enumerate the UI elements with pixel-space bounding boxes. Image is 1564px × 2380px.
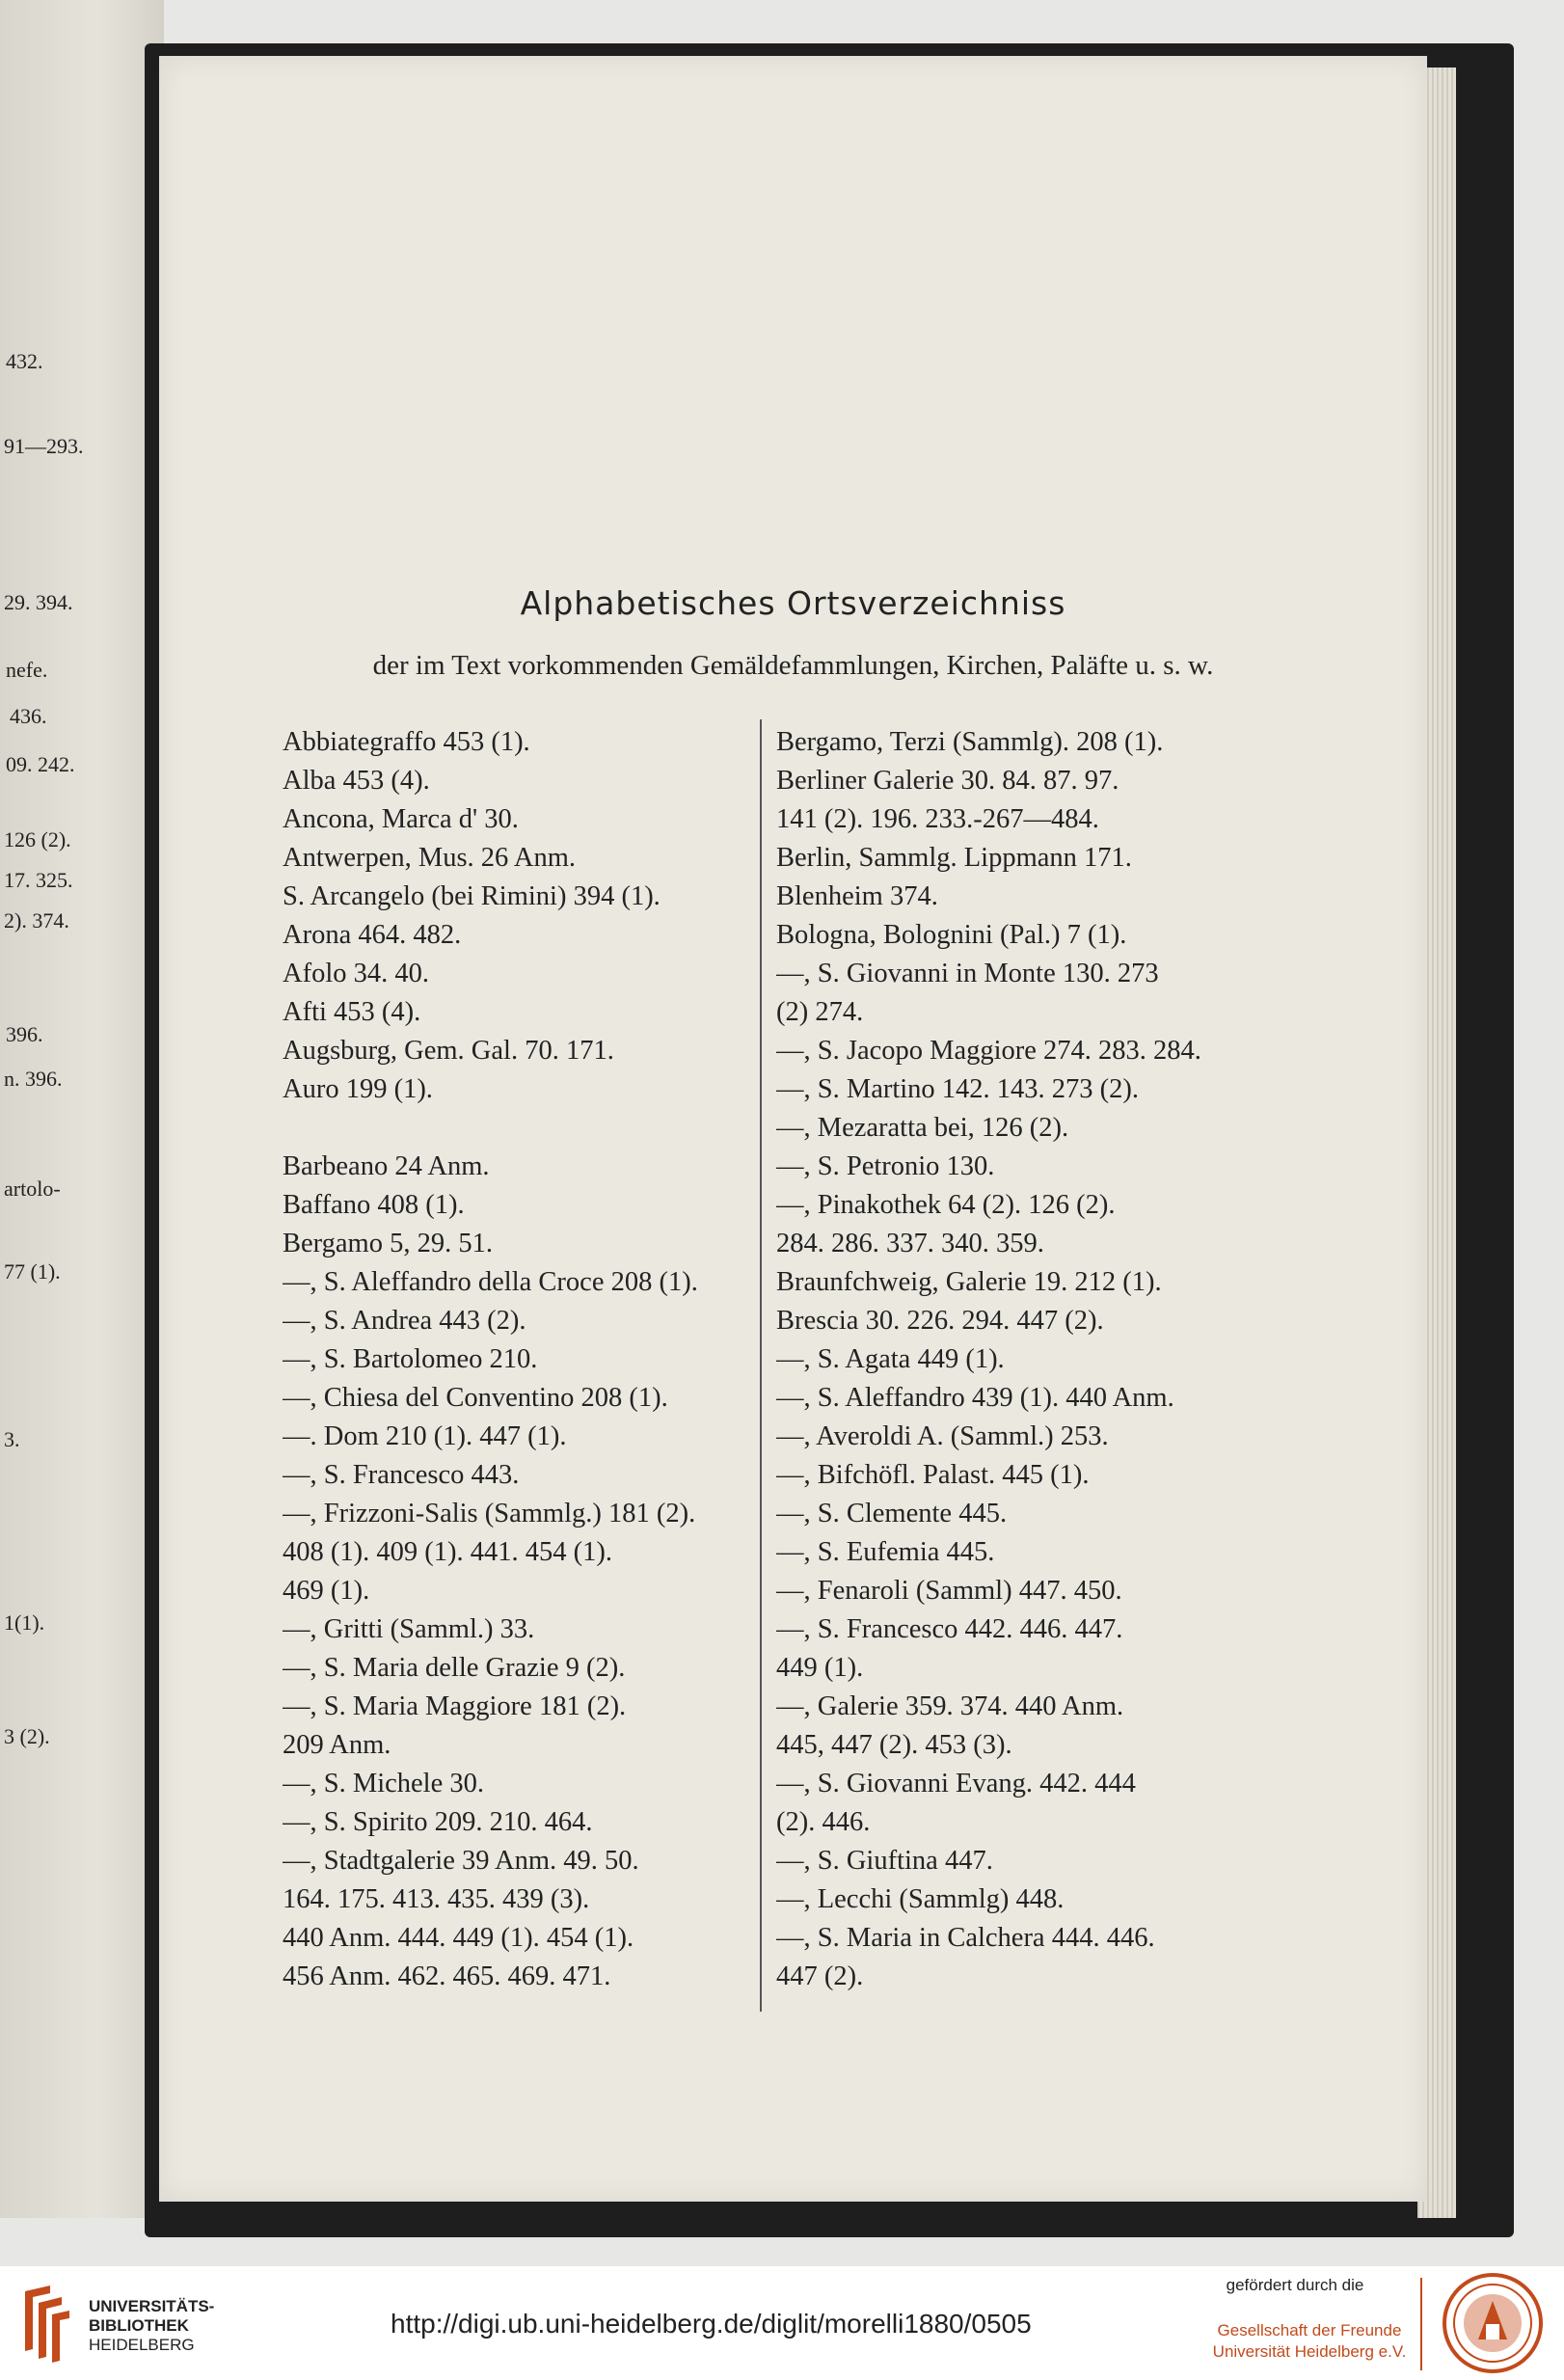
index-entry: [283, 1109, 745, 1148]
index-entry: —, Stadtgalerie 39 Anm. 49. 50.: [283, 1846, 639, 1876]
index-entry: 449 (1).: [776, 1653, 864, 1683]
index-entry: —, S. Michele 30.: [283, 1769, 484, 1799]
left-page-fragment: 1(1).: [4, 1610, 45, 1635]
index-entry: —, S. Bartolomeo 210.: [283, 1344, 538, 1374]
index-entry: 408 (1). 409 (1). 441. 454 (1).: [283, 1537, 612, 1567]
index-entry: Ancona, Marca d' 30.: [283, 804, 519, 834]
sponsor-name: Gesellschaft der Freunde Universität Heidelberg e.V.: [1212, 2321, 1407, 2361]
index-entry: Arona 464. 482.: [283, 920, 462, 950]
left-page-fragment: 3 (2).: [4, 1724, 50, 1748]
index-entry: —, S. Giovanni in Monte 130. 273: [776, 959, 1159, 988]
left-page-fragment: 3.: [4, 1427, 20, 1451]
index-entry: Afolo 34. 40.: [283, 959, 429, 988]
index-entry: 164. 175. 413. 435. 439 (3).: [283, 1884, 590, 1914]
index-entry: 440 Anm. 444. 449 (1). 454 (1).: [283, 1923, 634, 1953]
index-entry: Bologna, Bolognini (Pal.) 7 (1).: [776, 920, 1127, 950]
index-entry: Auro 199 (1).: [283, 1074, 433, 1104]
index-column-left: [283, 723, 745, 1996]
index-entry: —, S. Maria in Calchera 444. 446.: [776, 1923, 1155, 1953]
index-entry: —, S. Jacopo Maggiore 274. 283. 284.: [776, 1036, 1201, 1066]
index-entry: Augsburg, Gem. Gal. 70. 171.: [283, 1036, 614, 1066]
index-entry: 456 Anm. 462. 465. 469. 471.: [283, 1961, 611, 1991]
index-entry: Berlin, Sammlg. Lippmann 171.: [776, 843, 1132, 873]
index-entry: —, Averoldi A. (Samml.) 253.: [776, 1421, 1109, 1451]
index-entry: Bergamo 5, 29. 51.: [283, 1229, 493, 1258]
left-page-fragment: 396.: [6, 1022, 43, 1046]
index-entry: —, S. Francesco 443.: [283, 1460, 520, 1490]
index-entry: —. Dom 210 (1). 447 (1).: [283, 1421, 567, 1451]
index-entry: Baffano 408 (1).: [283, 1190, 465, 1220]
left-page-fragment: 2). 374.: [4, 908, 69, 933]
university-seal-icon: [1442, 2272, 1544, 2374]
index-entry: 284. 286. 337. 340. 359.: [776, 1229, 1044, 1258]
book-page: [159, 56, 1427, 2202]
column-divider: [760, 719, 762, 2012]
index-entry: —, Pinakothek 64 (2). 126 (2).: [776, 1190, 1116, 1220]
left-page-fragment: 17. 325.: [4, 868, 73, 892]
page-subtitle: der im Text vorkommenden Gemäldefammlungen, Kirchen, Paläfte u. s. w.: [372, 650, 1214, 681]
index-entry: Antwerpen, Mus. 26 Anm.: [283, 843, 576, 873]
index-entry: Alba 453 (4).: [283, 766, 430, 796]
index-entry: 445, 447 (2). 453 (3).: [776, 1730, 1012, 1760]
index-entry: —, S. Giovanni Evang. 442. 444: [776, 1769, 1136, 1799]
index-entry: —, Galerie 359. 374. 440 Anm.: [776, 1691, 1124, 1721]
sponsor-divider: [1420, 2278, 1422, 2370]
left-page-edge: [0, 0, 164, 2218]
index-entry: —, S. Andrea 443 (2).: [283, 1306, 526, 1336]
left-page-fragment: n. 396.: [4, 1067, 63, 1091]
left-page-fragment: 09. 242.: [6, 752, 75, 776]
left-page-fragment: nefe.: [6, 658, 48, 682]
index-entry: —, S. Petronio 130.: [776, 1151, 995, 1181]
index-entry: —, Fenaroli (Samml) 447. 450.: [776, 1576, 1122, 1606]
index-entry: Abbiategraffo 453 (1).: [283, 727, 530, 757]
index-entry: —, Bifchöfl. Palast. 445 (1).: [776, 1460, 1090, 1490]
index-entry: —, S. Aleffandro della Croce 208 (1).: [283, 1267, 698, 1297]
index-entry: —, Frizzoni-Salis (Sammlg.) 181 (2).: [283, 1499, 696, 1528]
index-entry: —, S. Clemente 445.: [776, 1499, 1008, 1528]
index-entry: S. Arcangelo (bei Rimini) 394 (1).: [283, 881, 661, 911]
index-entry: —, S. Martino 142. 143. 273 (2).: [776, 1074, 1140, 1104]
index-entry: —, S. Francesco 442. 446. 447.: [776, 1614, 1123, 1644]
index-entry: Braunfchweig, Galerie 19. 212 (1).: [776, 1267, 1162, 1297]
index-entry: —, Mezaratta bei, 126 (2).: [776, 1113, 1069, 1143]
left-page-fragment: 29. 394.: [4, 590, 73, 614]
left-page-fragment: 91—293.: [4, 434, 84, 458]
index-entry: 447 (2).: [776, 1961, 864, 1991]
index-entry: Bergamo, Terzi (Sammlg). 208 (1).: [776, 727, 1164, 757]
index-entry: Brescia 30. 226. 294. 447 (2).: [776, 1306, 1104, 1336]
index-entry: (2). 446.: [776, 1807, 871, 1837]
permalink-url[interactable]: http://digi.ub.uni-heidelberg.de/diglit/morelli1880/0505: [391, 2309, 1032, 2339]
page-title: Alphabetisches Ortsverzeichniss: [520, 584, 1066, 622]
index-entry: —, S. Aleffandro 439 (1). 440 Anm.: [776, 1383, 1174, 1413]
left-page-fragment: 432.: [6, 349, 43, 373]
index-entry: —, S. Maria delle Grazie 9 (2).: [283, 1653, 626, 1683]
index-column-right: [776, 723, 1249, 1996]
index-entry: 141 (2). 196. 233.-267—484.: [776, 804, 1099, 834]
index-entry: —, Gritti (Samml.) 33.: [283, 1614, 535, 1644]
index-entry: —, S. Giuftina 447.: [776, 1846, 993, 1876]
index-entry: (2) 274.: [776, 997, 864, 1027]
left-page-fragment: artolo-: [4, 1176, 61, 1201]
university-library-logo-icon: [19, 2282, 73, 2363]
index-entry: Berliner Galerie 30. 84. 87. 97.: [776, 766, 1119, 796]
index-entry: —, S. Spirito 209. 210. 464.: [283, 1807, 593, 1837]
index-entry: —, S. Agata 449 (1).: [776, 1344, 1005, 1374]
index-entry: Barbeano 24 Anm.: [283, 1151, 490, 1181]
index-entry: —, Chiesa del Conventino 208 (1).: [283, 1383, 668, 1413]
index-entry: Blenheim 374.: [776, 881, 938, 911]
index-entry: —, S. Maria Maggiore 181 (2).: [283, 1691, 627, 1721]
index-entry: —, Lecchi (Sammlg) 448.: [776, 1884, 1065, 1914]
index-entry: 469 (1).: [283, 1576, 370, 1606]
university-library-name: UNIVERSITÄTS- BIBLIOTHEK HEIDELBERG: [89, 2297, 215, 2354]
sponsor-intro: gefördert durch die: [1226, 2276, 1364, 2294]
footer-bar: [0, 2266, 1564, 2380]
index-entry: 209 Anm.: [283, 1730, 391, 1760]
index-entry: Afti 453 (4).: [283, 997, 421, 1027]
left-page-fragment: 77 (1).: [4, 1259, 61, 1284]
index-entry: —, S. Eufemia 445.: [776, 1537, 995, 1567]
left-page-fragment: 126 (2).: [4, 827, 71, 852]
left-page-fragment: 436.: [10, 704, 47, 728]
